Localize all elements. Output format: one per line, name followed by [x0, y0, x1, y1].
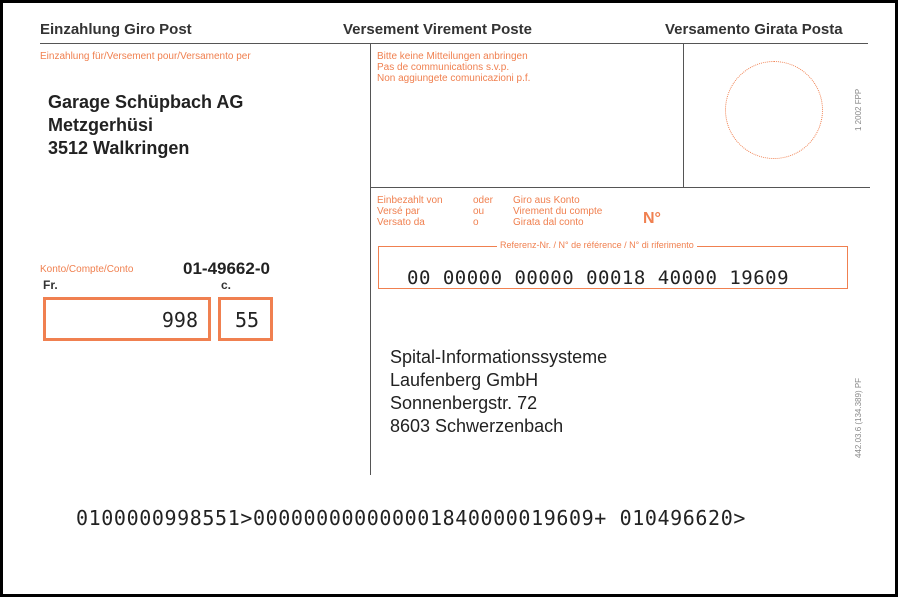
or-line: oder [473, 195, 494, 206]
postmark-stamp-area [725, 61, 823, 159]
paid-by-line: Versato da [377, 217, 425, 228]
header-title-italian: Versamento Girata Posta [665, 21, 843, 38]
cents-value: 55 [235, 308, 260, 332]
form-code-bottom: 442.03.6 (134.389) PF [854, 377, 863, 458]
form-code-top: 1 2002 FPP [854, 88, 863, 131]
center-divider [370, 43, 371, 475]
reference-field[interactable] [378, 246, 848, 289]
account-number: 01-49662-0 [183, 259, 270, 278]
reference-label: Referenz-Nr. / N° de référence / N° di riferimento [497, 240, 697, 250]
no-messages-line: Non aggiungete comunicazioni p.f. [377, 73, 531, 84]
paid-by-label [377, 195, 443, 228]
payee-city: 3512 Walkringen [48, 138, 190, 158]
payer-address [390, 346, 607, 438]
ocr-coding-line: 0100000998551>000000000000001840000019609+ 010496620> [76, 506, 746, 530]
payer-line: Sonnenbergstr. 72 [390, 393, 538, 413]
paid-by-line: Einbezahlt von [377, 195, 443, 206]
no-messages-line: Bitte keine Mitteilungen anbringen [377, 51, 528, 62]
message-rule [370, 187, 870, 188]
payer-line: Spital-Informationssysteme [390, 347, 608, 367]
francs-label: Fr. [43, 278, 58, 292]
payer-line: 8603 Schwerzenbach [390, 416, 564, 436]
reference-number: 00 00000 00000 00018 40000 19609 [407, 267, 790, 289]
stamp-divider [683, 43, 684, 188]
or-label [473, 195, 493, 228]
giro-account-label [513, 195, 602, 228]
no-messages-notice [377, 51, 530, 84]
giro-line: Giro aus Konto [513, 195, 580, 206]
or-line: o [473, 217, 479, 228]
cents-label: c. [221, 278, 232, 292]
number-symbol: N° [643, 210, 661, 227]
francs-value: 998 [161, 308, 198, 332]
header-title-german: Einzahlung Giro Post [40, 21, 192, 38]
header-title-french: Versement Virement Poste [343, 21, 532, 38]
no-messages-line: Pas de communications s.v.p. [377, 62, 510, 73]
or-line: ou [473, 206, 485, 217]
payment-for-label: Einzahlung für/Versement pour/Versamento per [40, 51, 251, 62]
payee-address [48, 91, 243, 160]
francs-field[interactable] [43, 297, 211, 341]
paid-by-line: Versé par [377, 206, 420, 217]
payee-name: Garage Schüpbach AG [48, 92, 244, 112]
payer-line: Laufenberg GmbH [390, 370, 539, 390]
payee-street: Metzgerhüsi [48, 115, 154, 135]
giro-line: Girata dal conto [513, 217, 584, 228]
header-rule [40, 43, 868, 44]
account-label: Konto/Compte/Conto [40, 264, 134, 275]
cents-field[interactable] [218, 297, 273, 341]
giro-line: Virement du compte [513, 206, 603, 217]
